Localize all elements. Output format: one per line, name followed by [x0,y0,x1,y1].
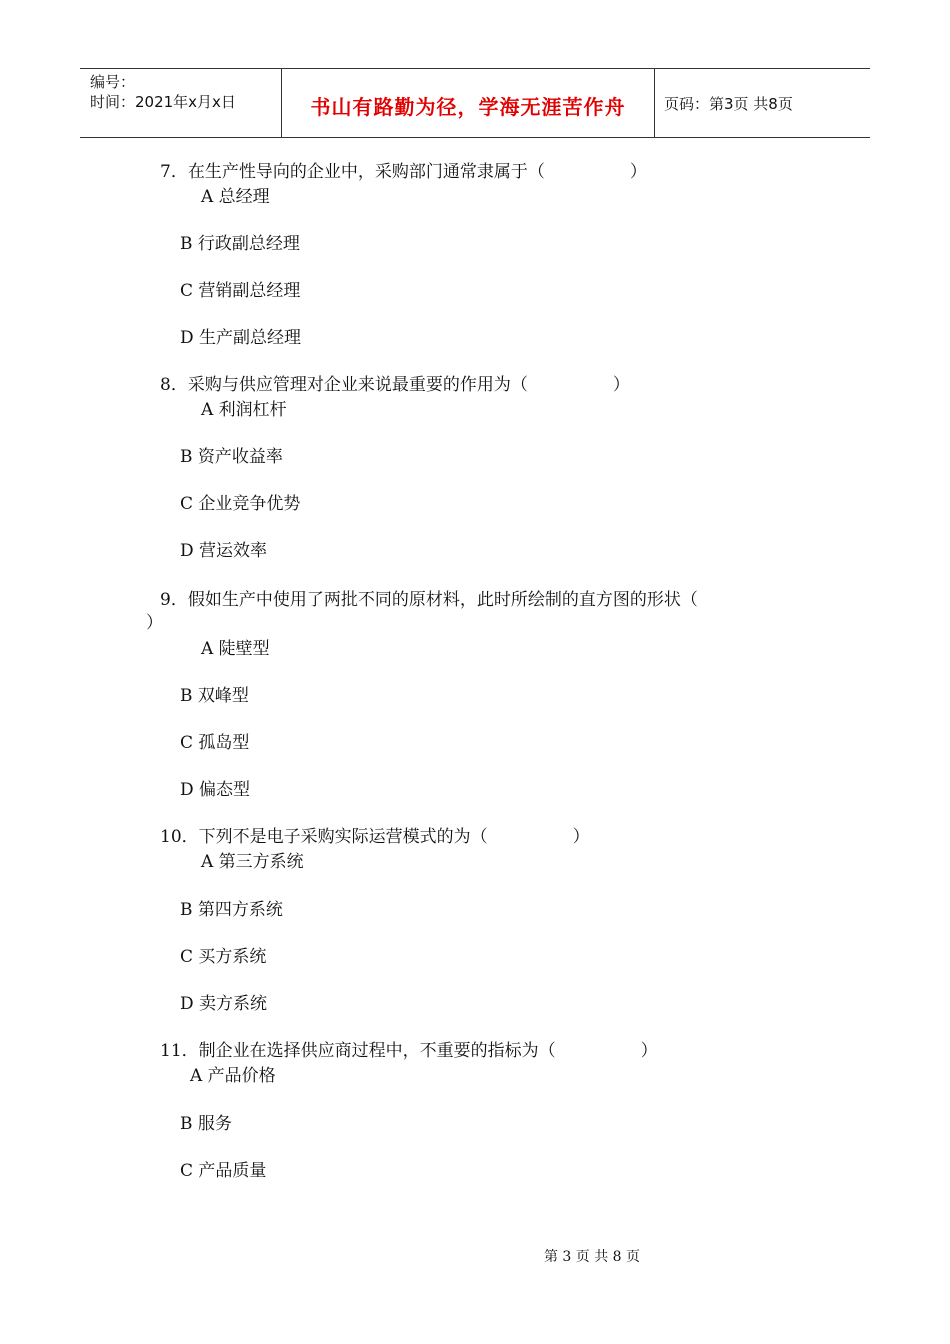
option-item: B 资产收益率 [180,447,283,467]
question-stem: 10．下列不是电子采购实际运营模式的为（ ） [160,827,590,847]
option-item: A 第三方系统 [201,852,304,872]
header-page-cell [654,69,870,137]
option-item: D 卖方系统 [180,994,268,1014]
option-item: C 产品质量 [180,1161,267,1181]
option-item: D 营运效率 [180,541,268,561]
option-item: C 企业竞争优势 [180,494,301,514]
option-item: B 第四方系统 [180,900,283,920]
question-stem-continuation: ） [146,613,163,633]
option-item: B 双峰型 [180,686,249,706]
option-item: D 生产副总经理 [180,328,302,348]
option-item: C 营销副总经理 [180,281,301,301]
option-item: C 买方系统 [180,947,267,967]
question-stem: 11．制企业在选择供应商过程中，不重要的指标为（ ） [160,1041,658,1061]
option-item: A 利润杠杆 [201,400,287,420]
motto-text: 书山有路勤为径，学海无涯苦作舟 [310,95,626,119]
option-item: B 行政副总经理 [180,234,300,254]
header-motto-cell [281,69,655,137]
serial-label: 编号： [90,73,136,91]
time-label: 时间：2021年x月x日 [90,93,236,111]
header-page-info: 页码：第3页 共8页 [664,95,793,113]
option-item: A 陡壁型 [201,639,270,659]
question-stem: 9．假如生产中使用了两批不同的原材料，此时所绘制的直方图的形状（ [160,590,698,610]
footer-page-number: 第 3 页 共 8 页 [543,1249,641,1265]
question-stem: 8．采购与供应管理对企业来说最重要的作用为（ ） [160,375,630,395]
question-stem: 7．在生产性导向的企业中，采购部门通常隶属于（ ） [160,162,647,182]
option-item: A 产品价格 [190,1066,276,1086]
header-meta-cell [80,69,280,137]
option-item: B 服务 [180,1114,232,1134]
option-item: A 总经理 [201,187,270,207]
option-item: D 偏态型 [180,780,251,800]
page-header [80,68,870,138]
page-footer [0,1246,950,1266]
option-item: C 孤岛型 [180,733,250,753]
